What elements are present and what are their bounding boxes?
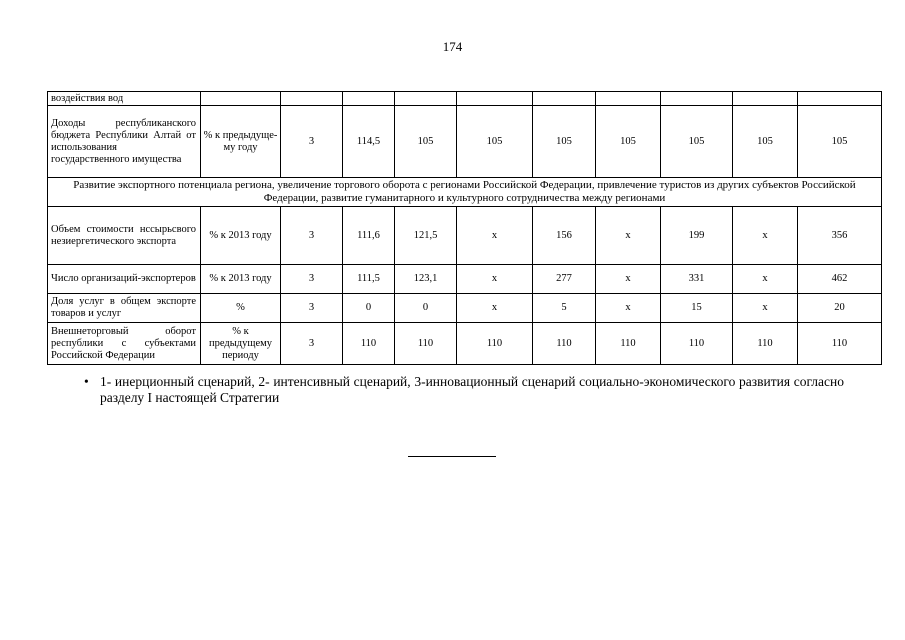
- value-cell: х: [596, 294, 661, 323]
- indicator-unit: [201, 92, 281, 106]
- value-cell: [533, 92, 596, 106]
- table-row: [48, 294, 882, 323]
- value-cell: х: [457, 294, 533, 323]
- indicator-unit: % к предыдущему периоду: [201, 323, 281, 365]
- value-cell: 105: [733, 106, 798, 178]
- page-number: 174: [442, 39, 463, 54]
- value-cell: 110: [733, 323, 798, 365]
- section-row: [48, 178, 882, 207]
- value-cell: 5: [533, 294, 596, 323]
- scenario-cell: [281, 92, 343, 106]
- value-cell: х: [596, 265, 661, 294]
- value-cell: 0: [395, 294, 457, 323]
- table-row: [48, 265, 882, 294]
- value-cell: 110: [457, 323, 533, 365]
- value-cell: 105: [457, 106, 533, 178]
- value-cell: х: [596, 207, 661, 265]
- value-cell: 199: [661, 207, 733, 265]
- value-cell: [596, 92, 661, 106]
- value-cell: 0: [343, 294, 395, 323]
- value-cell: 110: [596, 323, 661, 365]
- value-cell: 110: [343, 323, 395, 365]
- value-cell: х: [457, 207, 533, 265]
- value-cell: 110: [533, 323, 596, 365]
- value-cell: х: [733, 294, 798, 323]
- value-cell: 105: [661, 106, 733, 178]
- indicator-unit: % к 2013 году: [201, 207, 281, 265]
- table-row: [48, 323, 882, 365]
- value-cell: 105: [395, 106, 457, 178]
- indicator-name: Объем стоимости нссырьсвого незиергетического экспорта: [48, 207, 201, 265]
- value-cell: 121,5: [395, 207, 457, 265]
- value-cell: 105: [798, 106, 882, 178]
- value-cell: [661, 92, 733, 106]
- bullet-icon: •: [84, 374, 89, 389]
- scenario-cell: 3: [281, 323, 343, 365]
- value-cell: 277: [533, 265, 596, 294]
- indicator-unit: % к 2013 году: [201, 265, 281, 294]
- value-cell: х: [733, 207, 798, 265]
- indicator-name: воздействия вод: [48, 92, 201, 106]
- closing-rule: [408, 456, 496, 457]
- footnote-text: 1- инерционный сценарий, 2- интенсивный сценарий, 3-инновационный сценарий социально-экономического развития согласно разделу I настоящей Стратегии: [100, 374, 844, 405]
- value-cell: 156: [533, 207, 596, 265]
- value-cell: 123,1: [395, 265, 457, 294]
- value-cell: 110: [661, 323, 733, 365]
- value-cell: 15: [661, 294, 733, 323]
- value-cell: 111,5: [343, 265, 395, 294]
- table-row: [48, 207, 882, 265]
- value-cell: 20: [798, 294, 882, 323]
- value-cell: 110: [798, 323, 882, 365]
- value-cell: 462: [798, 265, 882, 294]
- indicator-name: Число организаций-экспортеров: [48, 265, 201, 294]
- value-cell: 331: [661, 265, 733, 294]
- value-cell: [395, 92, 457, 106]
- value-cell: 105: [596, 106, 661, 178]
- indicator-unit: %: [201, 294, 281, 323]
- footnote: [84, 374, 844, 406]
- indicator-name: Внешнеторговый оборот республики с субъектами Российской Федерации: [48, 323, 201, 365]
- value-cell: 356: [798, 207, 882, 265]
- indicator-name: Доходы республиканского бюджета Республики Алтай от использования государственного имущества: [48, 106, 201, 178]
- value-cell: 110: [395, 323, 457, 365]
- value-cell: 114,5: [343, 106, 395, 178]
- scenario-cell: 3: [281, 207, 343, 265]
- indicators-table: [47, 91, 882, 365]
- indicator-name: Доля услуг в общем экспорте товаров и услуг: [48, 294, 201, 323]
- value-cell: 111,6: [343, 207, 395, 265]
- table-row: [48, 106, 882, 178]
- value-cell: х: [457, 265, 533, 294]
- table-row: [48, 92, 882, 106]
- indicator-unit: % к предыдуще-му году: [201, 106, 281, 178]
- value-cell: [798, 92, 882, 106]
- scenario-cell: 3: [281, 294, 343, 323]
- value-cell: [457, 92, 533, 106]
- value-cell: х: [733, 265, 798, 294]
- scenario-cell: 3: [281, 106, 343, 178]
- value-cell: 105: [533, 106, 596, 178]
- value-cell: [343, 92, 395, 106]
- value-cell: [733, 92, 798, 106]
- scenario-cell: 3: [281, 265, 343, 294]
- section-heading: Развитие экспортного потенциала региона, увеличение торгового оборота с регионами Российской Федерации, привлечение туристов из других субъектов Российской Федерации, развитие гуманитарного и культурного сотрудничества между регионами: [48, 178, 882, 207]
